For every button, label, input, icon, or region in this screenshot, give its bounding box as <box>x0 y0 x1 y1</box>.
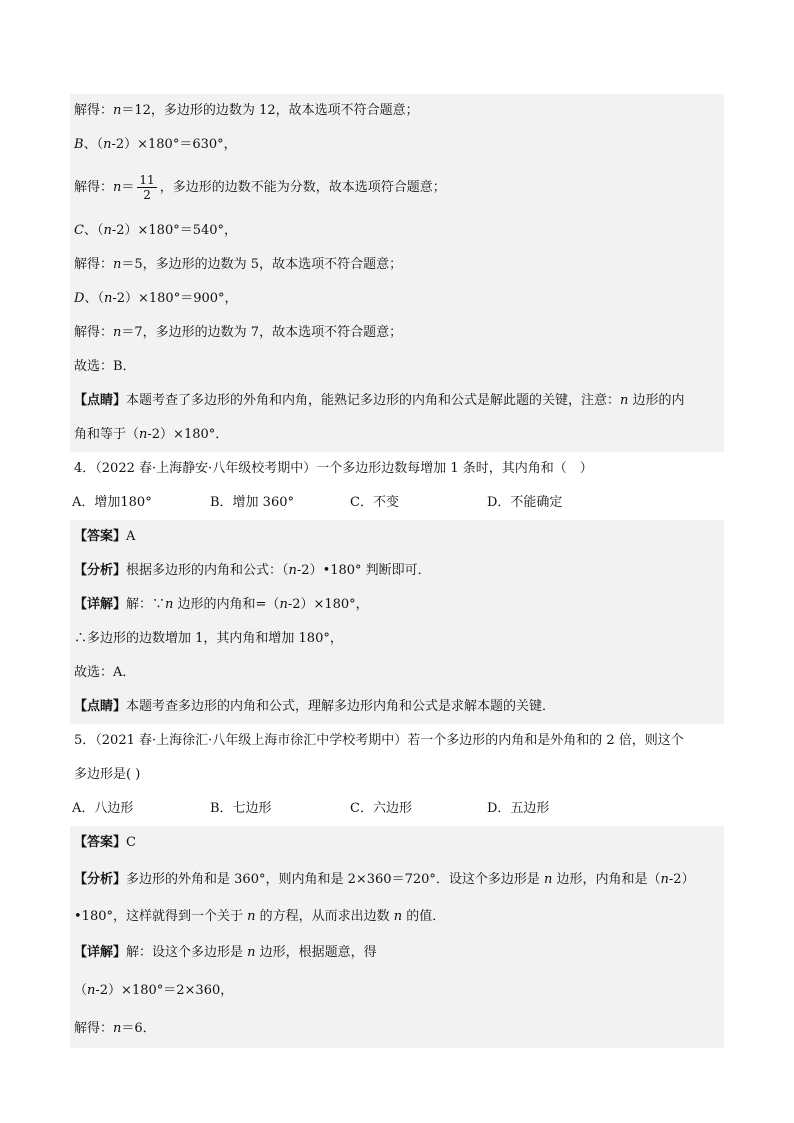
question-4-detail <box>70 588 724 622</box>
text: -2）×180°＝540°， <box>111 223 238 238</box>
text: -2）×180°＝900°， <box>112 291 238 306</box>
text: 边形，内角和是（ <box>552 872 661 887</box>
variable-n: n <box>87 983 96 998</box>
option-d: D．不能确定 <box>487 495 563 510</box>
question-5-analysis <box>70 860 724 900</box>
text: ＝ <box>121 180 135 195</box>
option-a: A．增加180° <box>72 495 152 510</box>
section-tag: 【答案】 <box>74 529 127 544</box>
text: -2）×180°， <box>287 597 369 612</box>
text: 多边形的外角和是 360°，则内角和是 2×360＝720°．设这个多边形是 <box>126 872 545 887</box>
comment-line-1 <box>70 384 724 418</box>
text: 边形的内角和=（ <box>173 597 280 612</box>
section-tag: 【分析】 <box>74 563 127 578</box>
option-c: C．不变 <box>350 495 399 510</box>
option-d: D．五边形 <box>487 801 550 816</box>
option-letter: B <box>74 137 84 152</box>
variable-n: n <box>247 909 256 924</box>
option-a: A．八边形 <box>72 801 134 816</box>
solution-line-b <box>70 162 724 214</box>
text: 解得： <box>74 257 114 272</box>
text: -2）•180° 判断即可． <box>296 563 431 578</box>
question-4-answer <box>70 520 724 554</box>
variable-n: n <box>113 180 122 195</box>
variable-n: n <box>113 257 122 272</box>
text: ，多边形的边数不能为分数，故本选项符合题意； <box>159 180 446 195</box>
text: ＝7，多边形的边数为 7，故本选项不符合题意； <box>121 325 403 340</box>
variable-n: n <box>279 597 288 612</box>
variable-n: n <box>139 427 148 442</box>
section-tag: 【详解】 <box>74 945 127 960</box>
variable-n: n <box>113 325 122 340</box>
text: 解得： <box>74 103 114 118</box>
text: 的方程，从而求出边数 <box>255 909 394 924</box>
text: ＝6． <box>121 1021 156 1036</box>
text: -2）×180°＝2×360， <box>95 983 234 998</box>
text: 的值． <box>402 909 446 924</box>
text: 边形，根据题意，得 <box>255 945 377 960</box>
text: •180°，这样就得到一个关于 <box>74 909 248 924</box>
text: 解得： <box>74 1021 114 1036</box>
text: 多边形是( ) <box>74 767 141 782</box>
text: ＝5，多边形的边数为 5，故本选项不符合题意； <box>121 257 403 272</box>
option-b: B．七边形 <box>210 801 272 816</box>
text: 根据多边形的内角和公式：（ <box>126 563 289 578</box>
question-4-choice <box>70 656 724 690</box>
text: 解得： <box>74 325 114 340</box>
solution-line-d <box>70 316 724 350</box>
variable-n: n <box>620 393 629 408</box>
text: 故选：B． <box>74 359 136 374</box>
question-5-answer <box>70 826 724 860</box>
question-5-solution <box>70 1010 724 1048</box>
section-tag: 【答案】 <box>74 835 127 850</box>
document-page <box>70 94 724 1048</box>
text: 、（ <box>83 137 104 152</box>
variable-n: n <box>247 945 256 960</box>
option-letter: D <box>74 291 85 306</box>
text: -2） <box>668 872 695 887</box>
text: 、（ <box>84 291 104 306</box>
text: -2）×180°＝630°， <box>111 137 237 152</box>
text: 4．（2022 春·上海静安·八年级校考期中）一个多边形边数每增加 1 条时，其内角和（ ） <box>74 461 593 476</box>
question-5-options <box>70 792 724 826</box>
question-4-detail-2 <box>70 622 724 656</box>
fraction-denominator: 2 <box>143 188 151 202</box>
fraction-numerator: 11 <box>139 173 155 187</box>
text: 本题考查了多边形的外角和内角，能熟记多边形的内角和公式是解此题的关键，注意： <box>126 393 621 408</box>
option-c-equation <box>70 214 724 248</box>
option-d-equation <box>70 282 724 316</box>
variable-n: n <box>288 563 297 578</box>
section-tag: 【点睛】 <box>74 699 127 714</box>
question-5-stem-1 <box>70 724 724 758</box>
question-5-equation <box>70 972 724 1010</box>
variable-n: n <box>393 909 403 924</box>
text: -2）×180°． <box>147 427 229 442</box>
question-5-detail <box>70 934 724 972</box>
text: 、（ <box>83 223 104 238</box>
variable-n: n <box>113 103 122 118</box>
text: 解：∵ <box>126 597 166 612</box>
text: 解得： <box>74 180 114 195</box>
text: A <box>126 529 136 544</box>
variable-n: n <box>113 1021 122 1036</box>
question-4-comment <box>70 690 724 724</box>
question-5-analysis-2 <box>70 900 724 934</box>
text: 角和等于（ <box>74 427 140 442</box>
text: 故选：A． <box>74 665 136 680</box>
option-b-equation <box>70 128 724 162</box>
text: C <box>126 835 136 850</box>
variable-n: n <box>103 137 112 152</box>
question-4-analysis <box>70 554 724 588</box>
section-tag: 【详解】 <box>74 597 127 612</box>
text: 解：设这个多边形是 <box>126 945 248 960</box>
question-5-stem-2 <box>70 758 724 792</box>
variable-n: n <box>660 872 669 887</box>
option-c: C．六边形 <box>350 801 412 816</box>
variable-n: n <box>165 597 174 612</box>
section-tag: 【分析】 <box>74 872 127 887</box>
text: ＝12，多边形的边数为 12，故本选项不符合题意； <box>121 103 419 118</box>
solution-line-a <box>70 94 724 128</box>
option-b: B．增加 360° <box>210 495 294 510</box>
text: 边形的内 <box>628 393 685 408</box>
comment-line-2 <box>70 418 724 452</box>
variable-n: n <box>544 872 553 887</box>
question-4-options <box>70 486 724 520</box>
choice-line <box>70 350 724 384</box>
text: 本题考查多边形的内角和公式，理解多边形内角和公式是求解本题的关键． <box>126 699 556 714</box>
option-letter: C <box>74 223 84 238</box>
section-tag: 【点睛】 <box>74 393 127 408</box>
variable-n: n <box>103 223 112 238</box>
text: （ <box>74 983 88 998</box>
solution-line-c <box>70 248 724 282</box>
question-4-stem <box>70 452 724 486</box>
text: ∴多边形的边数增加 1，其内角和增加 180°， <box>74 631 343 646</box>
fraction <box>137 173 156 202</box>
variable-n: n <box>103 291 113 306</box>
text: 5．（2021 春·上海徐汇·八年级上海市徐汇中学校考期中）若一个多边形的内角和是外角和的 2 倍，则这个 <box>74 733 684 748</box>
